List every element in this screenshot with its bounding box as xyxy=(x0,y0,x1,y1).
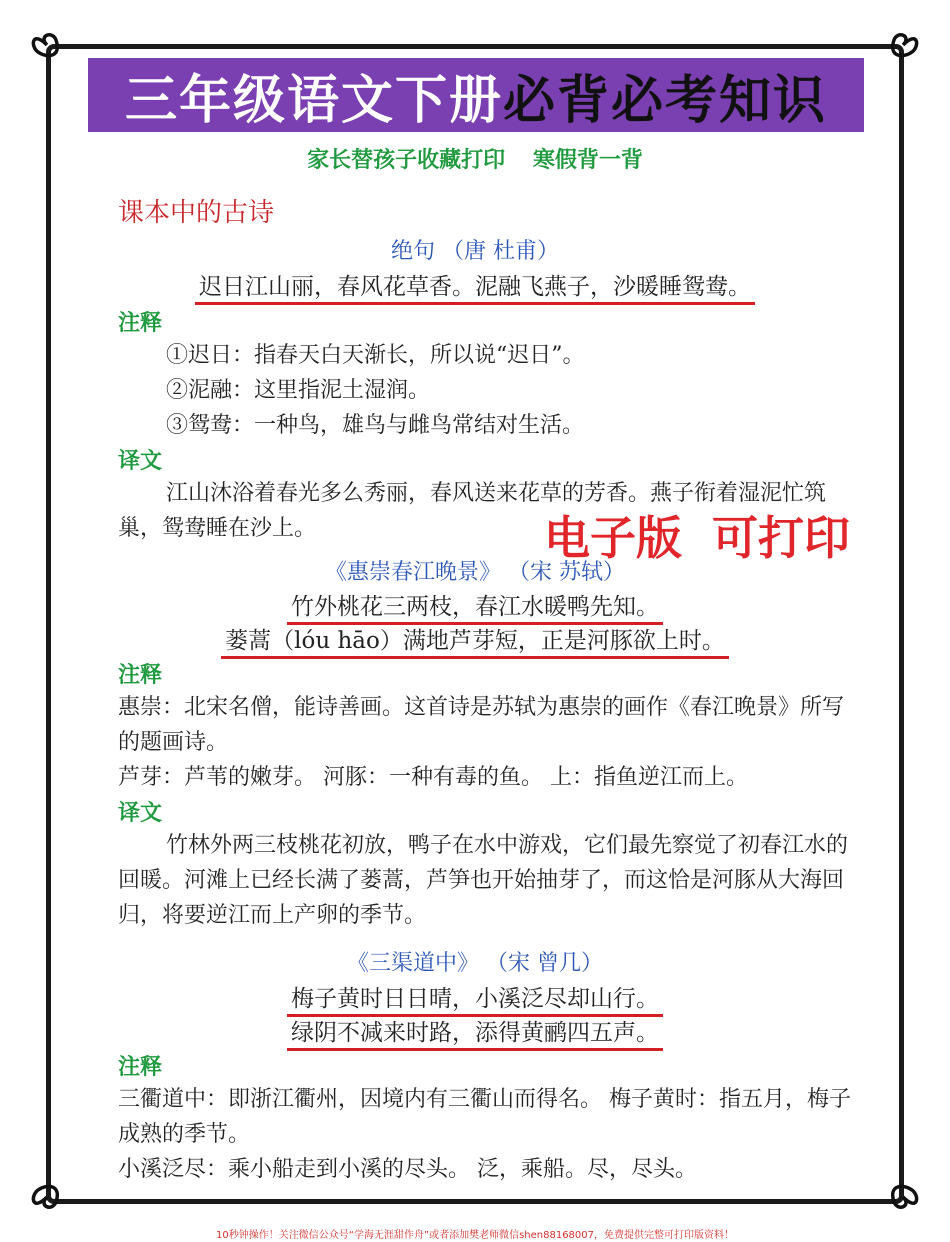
note-item: 芦芽：芦苇的嫩芽。 河豚：一种有毒的鱼。 上：指鱼逆江而上。 xyxy=(118,765,748,790)
notes-label: 注释 xyxy=(118,1055,163,1080)
translation-label: 译文 xyxy=(118,449,163,474)
note-item: ③鸳鸯：一种鸟，雄鸟与雌鸟常结对生活。 xyxy=(166,413,585,438)
corner-ornament-icon xyxy=(28,26,66,64)
title-part-white: 三年级语文下册 xyxy=(124,70,503,131)
title-part-black: 必背必考知识 xyxy=(503,70,828,131)
page-title xyxy=(88,58,864,132)
footer-note: 10秒钟操作！关注微信公众号“学海无涯甜作舟”或者添加樊老师微信shen88168007，免费提供完整可打印版资料！ xyxy=(215,1230,735,1241)
note-item: 小溪泛尽：乘小船走到小溪的尽头。 泛，乘船。尽，尽头。 xyxy=(118,1157,697,1182)
subtitle: 家长替孩子收藏打印 寒假背一背 xyxy=(307,148,643,173)
stamp-text: 电子版 可打印 xyxy=(544,511,851,565)
poem-title: 《三渠道中》 （宋 曾几） xyxy=(347,951,603,976)
poem-title: 《惠崇春江晚景》 （宋 苏轼） xyxy=(325,560,625,585)
notes-label: 注释 xyxy=(118,663,163,688)
translation-text: 竹林外两三枝桃花初放，鸭子在水中游戏，它们最先察觉了初春江水的回暖。河滩上已经长满了蒌蒿，芦笋也开始抽芽了，而这恰是河豚从大海回归，将要逆江而上产卵的季节。 xyxy=(118,833,849,928)
poem-line: 绿阴不减来时路，添得黄鹂四五声。 xyxy=(0,1014,950,1047)
note-item: ②泥融：这里指泥土湿润。 xyxy=(166,378,431,403)
corner-ornament-icon xyxy=(884,26,922,64)
translation-label: 译文 xyxy=(118,801,163,826)
note-item: ①迟日：指春天白天渐长，所以说“迟日”。 xyxy=(166,343,585,368)
poem-line: 蒌蒿（lóu hāo）满地芦芽短，正是河豚欲上时。 xyxy=(0,622,950,655)
poem-line: 迟日江山丽，春风花草香。泥融飞燕子，沙暖睡鸳鸯。 xyxy=(0,268,950,301)
translation-text: 江山沐浴着春光多么秀丽，春风送来花草的芳香。燕子衔着湿泥忙筑巢，鸳鸯睡在沙上。 xyxy=(118,481,827,541)
note-item: 三衢道中：即浙江衢州，因境内有三衢山而得名。 梅子黄时：指五月，梅子成熟的季节。 xyxy=(118,1087,851,1147)
poem-line: 梅子黄时日日晴，小溪泛尽却山行。 xyxy=(0,980,950,1013)
poem-line: 竹外桃花三两枝，春江水暖鸭先知。 xyxy=(0,588,950,621)
notes-label: 注释 xyxy=(118,311,163,336)
section-heading: 课本中的古诗 xyxy=(118,198,275,228)
corner-ornament-icon xyxy=(884,1178,922,1216)
note-item: 惠崇：北宋名僧，能诗善画。这首诗是苏轼为惠崇的画作《春江晚景》所写的题画诗。 xyxy=(118,695,845,755)
corner-ornament-icon xyxy=(28,1178,66,1216)
poem-title: 绝句 （唐 杜甫） xyxy=(391,239,559,264)
